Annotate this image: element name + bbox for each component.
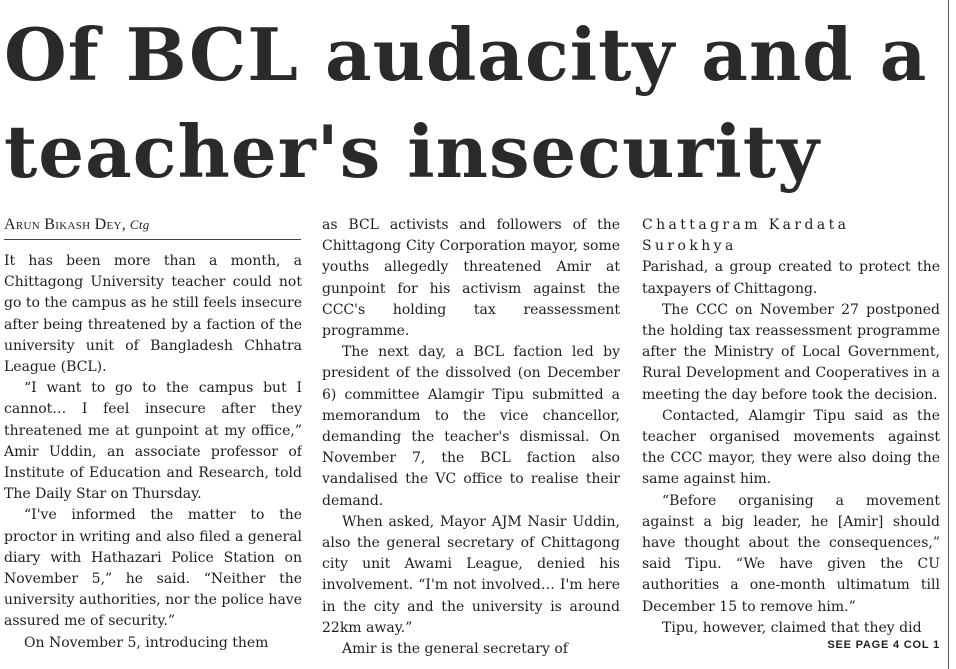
paragraph: Chattagram Kardata Surokhya <box>642 217 850 255</box>
paragraph: Amir is the general secretary of <box>342 641 568 658</box>
article-column-2 <box>322 215 620 665</box>
byline-rule <box>4 239 301 240</box>
column-rule <box>948 0 949 669</box>
headline-line-1: Of BCL audacity and a <box>4 12 928 97</box>
byline-author: Arun Bikash Dey, <box>4 216 127 233</box>
paragraph: “Before organising a movement against a big leader, he [Amir] should have thought about the consequences,” said Tipu. “We have given the CU authorities a one-month ultimatum till December 15 to remove him.” <box>642 492 940 615</box>
paragraph: Parishad, a group created to protect the taxpayers of Chittagong. <box>642 259 940 297</box>
paragraph: Tipu, however, claimed that they did <box>662 619 922 636</box>
paragraph: The next day, a BCL faction led by president of the dissolved (on December 6) committee Alamgir Tipu submitted a memorandum to the vice chancellor, demanding the teacher's dismissal. On November 7, the BCL faction also vandalised the VC office to realise their demand. <box>322 344 620 509</box>
article-column-1 <box>4 251 302 665</box>
paragraph: On November 5, introducing them <box>24 634 269 651</box>
paragraph: as BCL activists and followers of the Chittagong City Corporation mayor, some youths allegedly threatened Amir at gunpoint for his activism against the CCC's holding tax reassessment programme. <box>322 217 620 340</box>
paragraph: “I want to go to the campus but I cannot… I feel insecure after they threatened me at gunpoint at my office,” Amir Uddin, an associate professor of Institute of Education and Research, told The Daily Star on Thursday. <box>4 380 302 503</box>
paragraph: The CCC on November 27 postponed the holding tax reassessment programme after the Ministry of Local Government, Rural Development and Cooperatives in a meeting the day before took the decision. <box>642 301 940 403</box>
byline-location: Ctg <box>129 217 150 232</box>
paragraph: Contacted, Alamgir Tipu said as the teacher organised movements against the CCC mayor, they were also doing the same against him. <box>642 407 940 488</box>
headline <box>4 6 934 200</box>
continuation-jump-line: SEE PAGE 4 COL 1 <box>827 639 940 651</box>
paragraph: “I've informed the matter to the proctor in writing and also filed a general diary with Hathazari Police Station on November 5,” he said. “Neither the university authorities, nor the police have assured me of security.” <box>4 507 302 630</box>
article-column-3 <box>642 215 940 640</box>
paragraph: It has been more than a month, a Chittagong University teacher could not go to the campus as he still feels insecure after being threatened by a faction of the university unit of Bangladesh Chhatra League (BCL). <box>4 253 302 376</box>
byline <box>4 216 302 234</box>
headline-line-2: teacher's insecurity <box>4 109 820 194</box>
paragraph: When asked, Mayor AJM Nasir Uddin, also the general secretary of Chittagong city unit Awami League, denied his involvement. “I'm not involved… I'm here in the city and the university is around 22km away.” <box>322 513 620 636</box>
